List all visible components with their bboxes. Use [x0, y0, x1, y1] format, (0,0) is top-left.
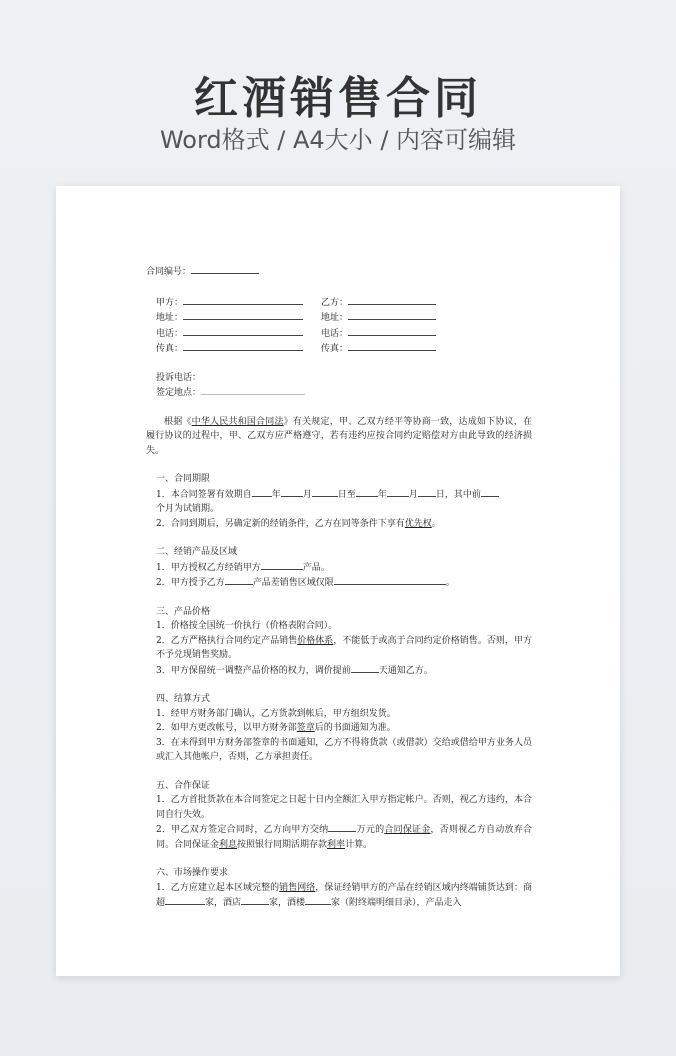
clause: 2．乙方严格执行合同约定产品销售价格体系，不能低于或高于合同约定价格销售。否则，甲方不予兑现销售奖励。 — [156, 635, 532, 660]
clause: 1．乙方应建立起本区域完整的销售网络，保证经销甲方的产品在经销区域内终端铺货达到：商超 家，酒店 家，酒楼 家（附终端明细目录），产品走入 — [156, 882, 532, 908]
party-a-fax-label: 传真： — [156, 344, 184, 354]
party-a-phone-label: 电话： — [156, 328, 184, 339]
page-subtitle: Word格式 / A4大小 / 内容可编辑 — [159, 126, 517, 154]
sign-place-label: 签定地点： — [156, 388, 202, 398]
contract-number-line — [146, 264, 532, 280]
clause: 2．甲方授予乙方 产品差销售区域仅限 。 — [156, 575, 532, 591]
clause: 1．乙方首批货款在本合同签定之日起十日内全额汇入甲方指定帐户。否则，视乙方违约，本合同自行失效。 — [156, 795, 532, 820]
section-title: 一、合同期限 — [156, 474, 211, 484]
document-page — [56, 186, 620, 976]
clause: 3．在未得到甲方财务部签章的书面通知，乙方不得将货款（或借款）交给或借给甲方业务人员或汇入其他帐户，否则，乙方承担责任。 — [156, 737, 532, 762]
clause: 2．甲乙双方签定合同时，乙方向甲方交纳 万元的合同保证金，否则视乙方自动放弃合同。合同保证金利息按照银行同期活期存款利率计算。 — [156, 822, 532, 852]
party-b-name-label: 乙方： — [321, 297, 349, 308]
party-row — [156, 295, 532, 311]
section-title: 三、产品价格 — [156, 606, 211, 617]
clause: 1．经甲方财务部门确认，乙方货款到帐后，甲方组织发货。 — [156, 708, 396, 719]
complaint-phone-line — [156, 371, 532, 386]
clause: 2．如甲方更改帐号，以甲方财务部签章后的书面通知为准。 — [156, 723, 396, 733]
contract-number-label: 合同编号： — [146, 267, 192, 277]
page-title: 红酒销售合同 — [194, 73, 482, 124]
intro-paragraph: 根据《中华人民共和国合同法》有关规定，甲、乙双方经平等协商一致，达成如下协议，在履行协议的过程中，甲、乙双方应严格遵守，若有违约应按合同约定赔偿对方由此导致的经济损失。 — [146, 416, 532, 456]
party-row — [156, 341, 532, 357]
party-b-fax-label: 传真： — [321, 344, 349, 354]
clause: 1．价格按全国统一价执行（价格表附合同）。 — [156, 621, 338, 631]
contract-number-blank — [191, 264, 259, 274]
clause: 3．甲方保留统一调整产品价格的权力，调价提前 天通知乙方。 — [156, 663, 532, 679]
complaint-phone-label: 投诉电话： — [156, 372, 202, 383]
section-title: 四、结算方式 — [156, 694, 211, 704]
clause: 2．合同到期后，另确定新的经销条件，乙方在同等条件下享有优先权。 — [156, 518, 441, 529]
sign-place-line — [156, 385, 532, 401]
section-title: 六、市场操作要求 — [156, 868, 229, 878]
clause: 1．本合同签署有效期自 年 月 日至 年 月 日，其中前 个月为试销期。 — [156, 487, 532, 517]
law-name: 中华人民共和国合同法 — [191, 416, 284, 427]
party-a-name-label: 甲方： — [156, 297, 184, 308]
section-title: 五、合作保证 — [156, 780, 211, 791]
contract-body — [146, 264, 532, 911]
clause: 1．甲方授权乙方经销甲方 产品。 — [156, 560, 532, 576]
party-b-phone-label: 电话： — [321, 328, 349, 339]
section-title: 二、经销产品及区域 — [156, 547, 238, 557]
party-row — [156, 326, 532, 342]
party-row — [156, 310, 532, 326]
party-a-address-label: 地址： — [156, 313, 184, 323]
parties-block — [156, 295, 532, 357]
party-b-address-label: 地址： — [321, 313, 349, 323]
